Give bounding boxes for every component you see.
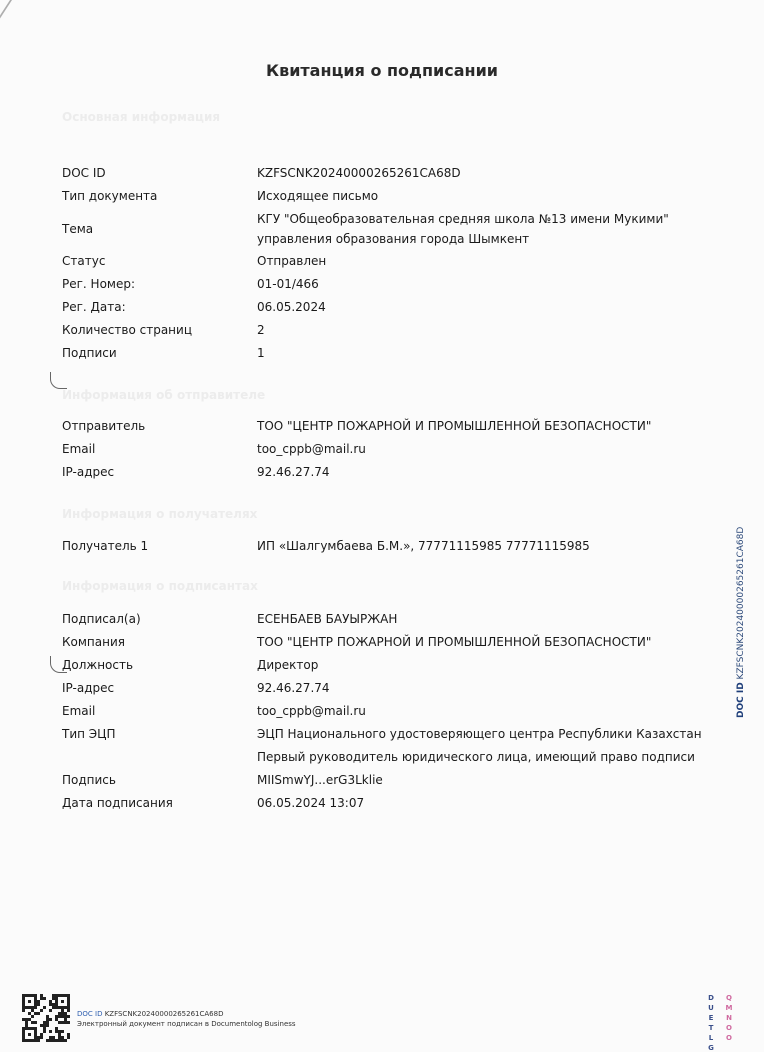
logo-letter: U	[708, 1004, 714, 1012]
field-label: Должность	[62, 658, 134, 672]
logo-letter: D	[708, 994, 714, 1002]
field-value: too_cppb@mail.ru	[257, 704, 366, 718]
field-value: ТОО "ЦЕНТР ПОЖАРНОЙ И ПРОМЫШЛЕННОЙ БЕЗОПАСНОСТИ"	[257, 419, 652, 433]
field-label: Количество страниц	[62, 323, 192, 337]
footer	[22, 994, 742, 1052]
section-heading-main: Основная информация	[62, 110, 221, 124]
field-label: DOC ID	[62, 166, 106, 180]
footer-doc-id-value: KZFSCNK20240000265261CA68D	[104, 1010, 224, 1018]
field-value: 2	[257, 323, 265, 337]
logo-letter: Q	[726, 994, 732, 1002]
field-label: Тема	[62, 222, 94, 236]
field-label: Тип документа	[62, 189, 158, 203]
field-value: MIISmwYJ...erG3Lklie	[257, 773, 383, 787]
qr-code-icon	[22, 994, 70, 1042]
field-label: Получатель 1	[62, 539, 149, 553]
footer-doc-id	[77, 1010, 223, 1018]
logo-letter: M	[725, 1004, 733, 1012]
side-doc-id-prefix: DOC ID	[736, 682, 746, 718]
field-label: IP-адрес	[62, 681, 115, 695]
field-value: ЭЦП Национального удостоверяющего центра Республики Казахстан	[257, 727, 702, 741]
field-value: 1	[257, 346, 265, 360]
logo-letter: L	[708, 1034, 714, 1042]
field-value: 06.05.2024	[257, 300, 326, 314]
scan-artifact-mark	[50, 372, 67, 389]
logo-letter: T	[708, 1024, 714, 1032]
logo-letter	[722, 1044, 736, 1052]
field-value: Отправлен	[257, 254, 327, 268]
field-value: too_cppb@mail.ru	[257, 442, 366, 456]
field-value-line2: Первый руководитель юридического лица, имеющий право подписи	[257, 750, 695, 764]
section-heading-sender: Информация об отправителе	[62, 388, 266, 402]
footer-doc-id-label: DOC ID	[77, 1010, 103, 1018]
field-label: Подписал(а)	[62, 612, 141, 626]
field-label: Дата подписания	[62, 796, 173, 810]
documentolog-logo	[704, 994, 738, 1052]
logo-letter: E	[708, 1014, 714, 1022]
field-value: 06.05.2024 13:07	[257, 796, 365, 810]
field-value: КГУ "Общеобразовательная средняя школа №13 имени Мукими"	[257, 212, 669, 226]
field-label: Email	[62, 442, 96, 456]
field-label: Статус	[62, 254, 106, 268]
section-heading-recipients: Информация о получателях	[62, 507, 258, 521]
field-label: Компания	[62, 635, 125, 649]
field-value: ЕСЕНБАЕВ БАУЫРЖАН	[257, 612, 398, 626]
field-value-line2: управления образования города Шымкент	[257, 232, 530, 246]
field-value: 92.46.27.74	[257, 681, 330, 695]
field-label: Подпись	[62, 773, 116, 787]
field-label: Подписи	[62, 346, 117, 360]
field-label: Рег. Дата:	[62, 300, 126, 314]
field-label: Отправитель	[62, 419, 146, 433]
field-value: Исходящее письмо	[257, 189, 379, 203]
side-doc-id-value: KZFSCNK20240000265261CA68D	[736, 526, 746, 680]
scan-artifact-line	[0, 0, 12, 190]
field-label: Email	[62, 704, 96, 718]
page-title: Квитанция о подписании	[265, 61, 498, 80]
logo-letter: O	[726, 1024, 732, 1032]
field-label: Тип ЭЦП	[62, 727, 116, 741]
field-value: ТОО "ЦЕНТР ПОЖАРНОЙ И ПРОМЫШЛЕННОЙ БЕЗОПАСНОСТИ"	[257, 635, 652, 649]
field-value: ИП «Шалгумбаева Б.М.», 77771115985 77771115985	[257, 539, 590, 553]
logo-letter: G	[708, 1044, 714, 1052]
logo-letter: N	[726, 1014, 732, 1022]
field-label: Рег. Номер:	[62, 277, 136, 291]
side-doc-id	[736, 503, 748, 718]
field-value: 01-01/466	[257, 277, 319, 291]
field-label: IP-адрес	[62, 465, 115, 479]
footer-note: Электронный документ подписан в Documentolog Business	[77, 1020, 296, 1028]
field-value: KZFSCNK20240000265261CA68D	[257, 166, 461, 180]
field-value: 92.46.27.74	[257, 465, 330, 479]
logo-letter: O	[726, 1034, 732, 1042]
section-heading-signers: Информация о подписантах	[62, 579, 258, 593]
field-value: Директор	[257, 658, 319, 672]
